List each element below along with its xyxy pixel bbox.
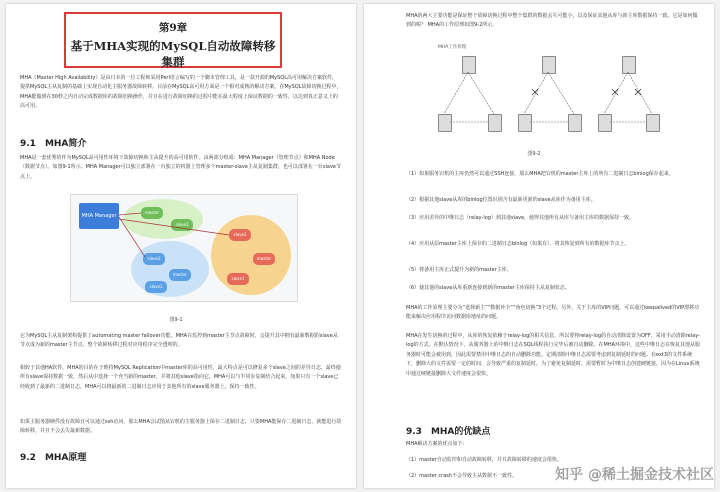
paragraph-process: MHA的工作原理主要分为“选择新主”“数据补全”“角色切换”3个过程。另外，关于主库的VIP问题，可以通过keepalived的VIP漂移功能来解决应用程序访问数据库地址的问题。 xyxy=(406,305,700,321)
pros-intro: MHA解决方案的优点如下： xyxy=(406,441,468,447)
paragraph-relay-log: MHA在发生切换的过程中，从库的恢复依赖于relay-log的相关信息，所以要将relay-log的自动清除设置为OFF，采用手动清除relay-log的方式。在默认情况下，从服务器上的中继日志在SQL线程执行完毕后被自动删除。在MHA环境中，这些中继日志在恢复其他从服务器时可能会被用到，因此需要禁用中继日志的自动删除功能。定期清除中继日志需要考虑到复制延时的问题。在ext3的文件系统下，删除大的文件需要一定的时间，会导致严重的复制延时。为了避免复制延时，需要暂时为中继日志创建硬链接，因为在Linux系统中通过硬链接删除大文件速度会很快。 xyxy=(406,333,701,377)
list-item: （3）应用差异的中继日志（relay-log）到其他slave，使得其他所有从库与备用主库的数据保持一致。 xyxy=(406,215,635,221)
intro-paragraph: MHA（Master High Availability）是由日本的一位工程师采用Perl语言编写的一个脚本管理工具，是一款开源的MySQL高可用解决方案软件，提供MySQL主从复制的基础上实现自动化主服务器故障转移。目前在MySQL高可用方面是一个相对成熟的解决方案。在MySQL故障切换过程中，MHA能做到在30秒之内自动完成数据库的故障切换操作，并且在进行故障切换的过程中能在最大程度上保证数据的一致性，以达到真正意义上的高可用。 xyxy=(20,75,342,110)
paragraph-failover: 它为MySQL主从复制架构提供了automating master failover功能。MHA在监控到master主节点故障时，会提升其中拥有最新数据的slave从节点成为新的master主节点，整个故障转移过程对应用程序完全透明的。 xyxy=(20,333,338,349)
intro-paragraph-right: MHA的两大主要功能是保证整个故障切换过程中整个集群的数据丢失可能小，以及保证其他从库与新主库数据保持一致。它是如何做到的呢？ MHA的工作原理如图9-2所示。 xyxy=(406,13,698,29)
figure-9-2-caption: 图9-2 xyxy=(527,151,541,157)
paragraph-ssh: 如果主服务器硬件没有故障且可以通过ssh访问，那么MHA会试图从宕机的主服务器上保存二进制日志，只要MHA能保存二进制日志，就能进行故障转移，并且不会丢失最新数据。 xyxy=(20,419,342,435)
node-slave1-b: slave1 xyxy=(145,281,167,293)
right-page xyxy=(364,4,714,488)
node-slave1-a: slave1 xyxy=(171,219,193,231)
list-item: （2）根据其他slave从库的binlog位置识别含有最新更新的slave从库作为备用主库。 xyxy=(406,197,596,203)
watermark: 知乎 @稀土掘金技术社区 xyxy=(555,467,714,483)
paragraph-comparison: 相较于其他HA软件，MHA的目的在于维持MySQL Replication中master库的高可用性，最大特点是可以修复多个slave之间的差异日志，最终使所有slave保持数据一致，然后从中选择一个充当新的master，并将其他slave指向它。MHA可以与半同步复制结合起来，如果只有一个slave已经收到了最新的二进制日志，MHA可以将最新的二进制日志应用于其他所有的slave服务器上，保持一致性。 xyxy=(20,365,341,390)
figure-9-1 xyxy=(70,194,298,302)
section-9-3-heading: 9.3 MHA的优缺点 xyxy=(406,427,491,437)
list-item: （5）将备用主库正式提升为新的master主库。 xyxy=(406,267,512,273)
node-slave2-b: slave2 xyxy=(229,229,251,241)
figure-9-2 xyxy=(432,44,662,140)
list-item: （4）应用从原master主库上保存的二进制日志binlog（如果有），将其恢复到所有的数据库节点上。 xyxy=(406,241,630,247)
node-master-a: master xyxy=(141,207,163,219)
node-master-c: master xyxy=(253,253,275,265)
section-9-1-text: MHA是一套优秀的作为MySQL高可用性环境下故障切换和主从提升的高可用软件。由两部分组成：MHA Manager（管理节点）和MHA Node（数据节点）。如图9-1所示。MHA Manager可以独立部署在一台独立的机器上管理多个master-slave主从复制集群，也可以部署在一台slave节点上。 xyxy=(20,155,341,180)
figure-9-2-connectors xyxy=(432,44,662,140)
list-item: （1）如果服务宕机的主库仍然可以通过SSH连接，那么MHA把宕机的master主库上的所有二进制日志binlog保存起来。 xyxy=(406,171,674,177)
section-9-1-heading: 9.1 MHA简介 xyxy=(20,139,87,149)
list-item: （6）使其他的slave从库重新连接到新的master主库保持主从复制状态。 xyxy=(406,285,570,291)
section-9-2-heading: 9.2 MHA原理 xyxy=(20,453,87,463)
mha-manager-box: MHA Manager xyxy=(79,203,119,229)
figure-9-1-connectors xyxy=(71,195,297,301)
list-item: （2）master crash不会导致主从数据不一致性。 xyxy=(406,473,518,479)
list-item: （1）master自动监控和自动故障转移，并且故障转移的速度会很快。 xyxy=(406,457,562,463)
chapter-label: 第9章 xyxy=(158,22,188,34)
node-slave1-c: slave1 xyxy=(227,273,249,285)
node-slave2-a: slave2 xyxy=(143,253,165,265)
node-master-b: master xyxy=(169,269,191,281)
chapter-title: 基于MHA实现的MySQL自动故障转移集群 xyxy=(70,39,276,69)
figure-9-1-caption: 图9-1 xyxy=(169,317,183,323)
chapter-heading-box xyxy=(64,12,282,68)
left-page xyxy=(6,4,356,488)
figure-9-2-title: MHA工作原理 xyxy=(438,45,467,50)
